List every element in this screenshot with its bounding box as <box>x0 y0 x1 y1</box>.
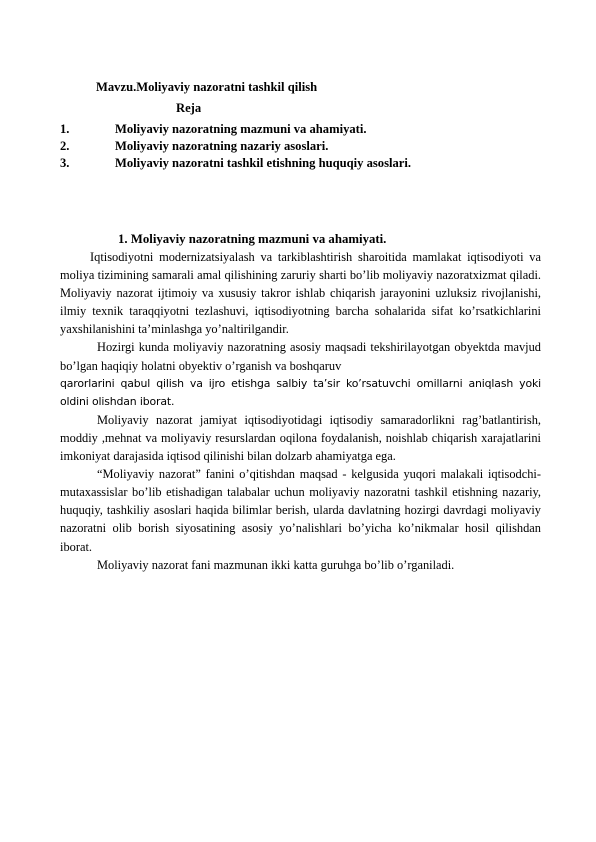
plan-item-text: Moliyaviy nazoratning mazmuni va ahamiyati. <box>115 122 367 136</box>
plan-item-number: 2. <box>60 139 70 153</box>
document-title: Mavzu.Moliyaviy nazoratni tashkil qilish <box>96 80 318 94</box>
paragraph: Moliyaviy nazorat fani mazmunan ikki katta guruhga bo’lib o’rganiladi. <box>97 557 455 572</box>
plan-item-number: 3. <box>60 156 70 170</box>
plan-item-text: Moliyaviy nazoratning nazariy asoslari. <box>115 139 329 153</box>
plan-item <box>60 122 367 137</box>
paragraph: Iqtisodiyotni modernizatsiyalash va tarkiblashtirish sharoitida mamlakat iqtisodiyoti va moliya tizimining samarali amal qilishining zaruriy sharti bo’lib moliyaviy nazoratxizmat qiladi. Moliyaviy nazorat ijtimoiy va xususiy takror ishlab chiqarish jarayonini uzluksiz rivojlanishi, ilmiy texnik taraqqiyotni tezlashuvi, iqtisodiyotning barcha sohalarida sifat ko’rsatkichlarini yaxshilanishini ta’minlashga yo’naltirilgandir. <box>60 250 541 337</box>
paragraph: Hozirgi kunda moliyaviy nazoratning asosiy maqsadi tekshirilayotgan obyektda mavjud bo’lgan haqiqiy holatni obyektiv o’rganish va boshqaruv <box>60 340 541 373</box>
plan-heading: Reja <box>176 101 202 115</box>
section-body <box>60 248 541 574</box>
plan-item <box>60 156 411 171</box>
paragraph: qarorlarini qabul qilish va ijro etishga salbiy ta’sir ko’rsatuvchi omillarni aniqlash yoki oldini olishdan iborat. <box>60 376 541 408</box>
plan-item <box>60 139 328 154</box>
section-heading: 1. Moliyaviy nazoratning mazmuni va ahamiyati. <box>118 232 387 246</box>
plan-item-number: 1. <box>60 122 70 136</box>
plan-item-text: Moliyaviy nazoratni tashkil etishning huquqiy asoslari. <box>115 156 412 170</box>
paragraph: Moliyaviy nazorat jamiyat iqtisodiyotidagi iqtisodiy samaradorlikni rag’batlantirish, moddiy ,mehnat va moliyaviy resurslardan oqilona foydalanish, noishlab chiqarish xarajatlarini imkoniyat darajasida iqtisod qilinishi bilan dolzarb ahamiyatga ega. <box>60 412 541 464</box>
paragraph: “Moliyaviy nazorat” fanini o’qitishdan maqsad - kelgusida yuqori malakali iqtisodchi-mutaxassislar bo’lib etishadigan talabalar uchun moliyaviy nazoratni tashkil etishning nazariy, huquqiy, tashkiliy asoslari haqida bilimlar berish, ularda davlatning hozirgi davrdagi moliyaviy nazoratni olib borish siyosatining asosiy yo’nalishlari bo’yicha ko’nikmalar hosil qilishdan iborat. <box>60 467 541 554</box>
